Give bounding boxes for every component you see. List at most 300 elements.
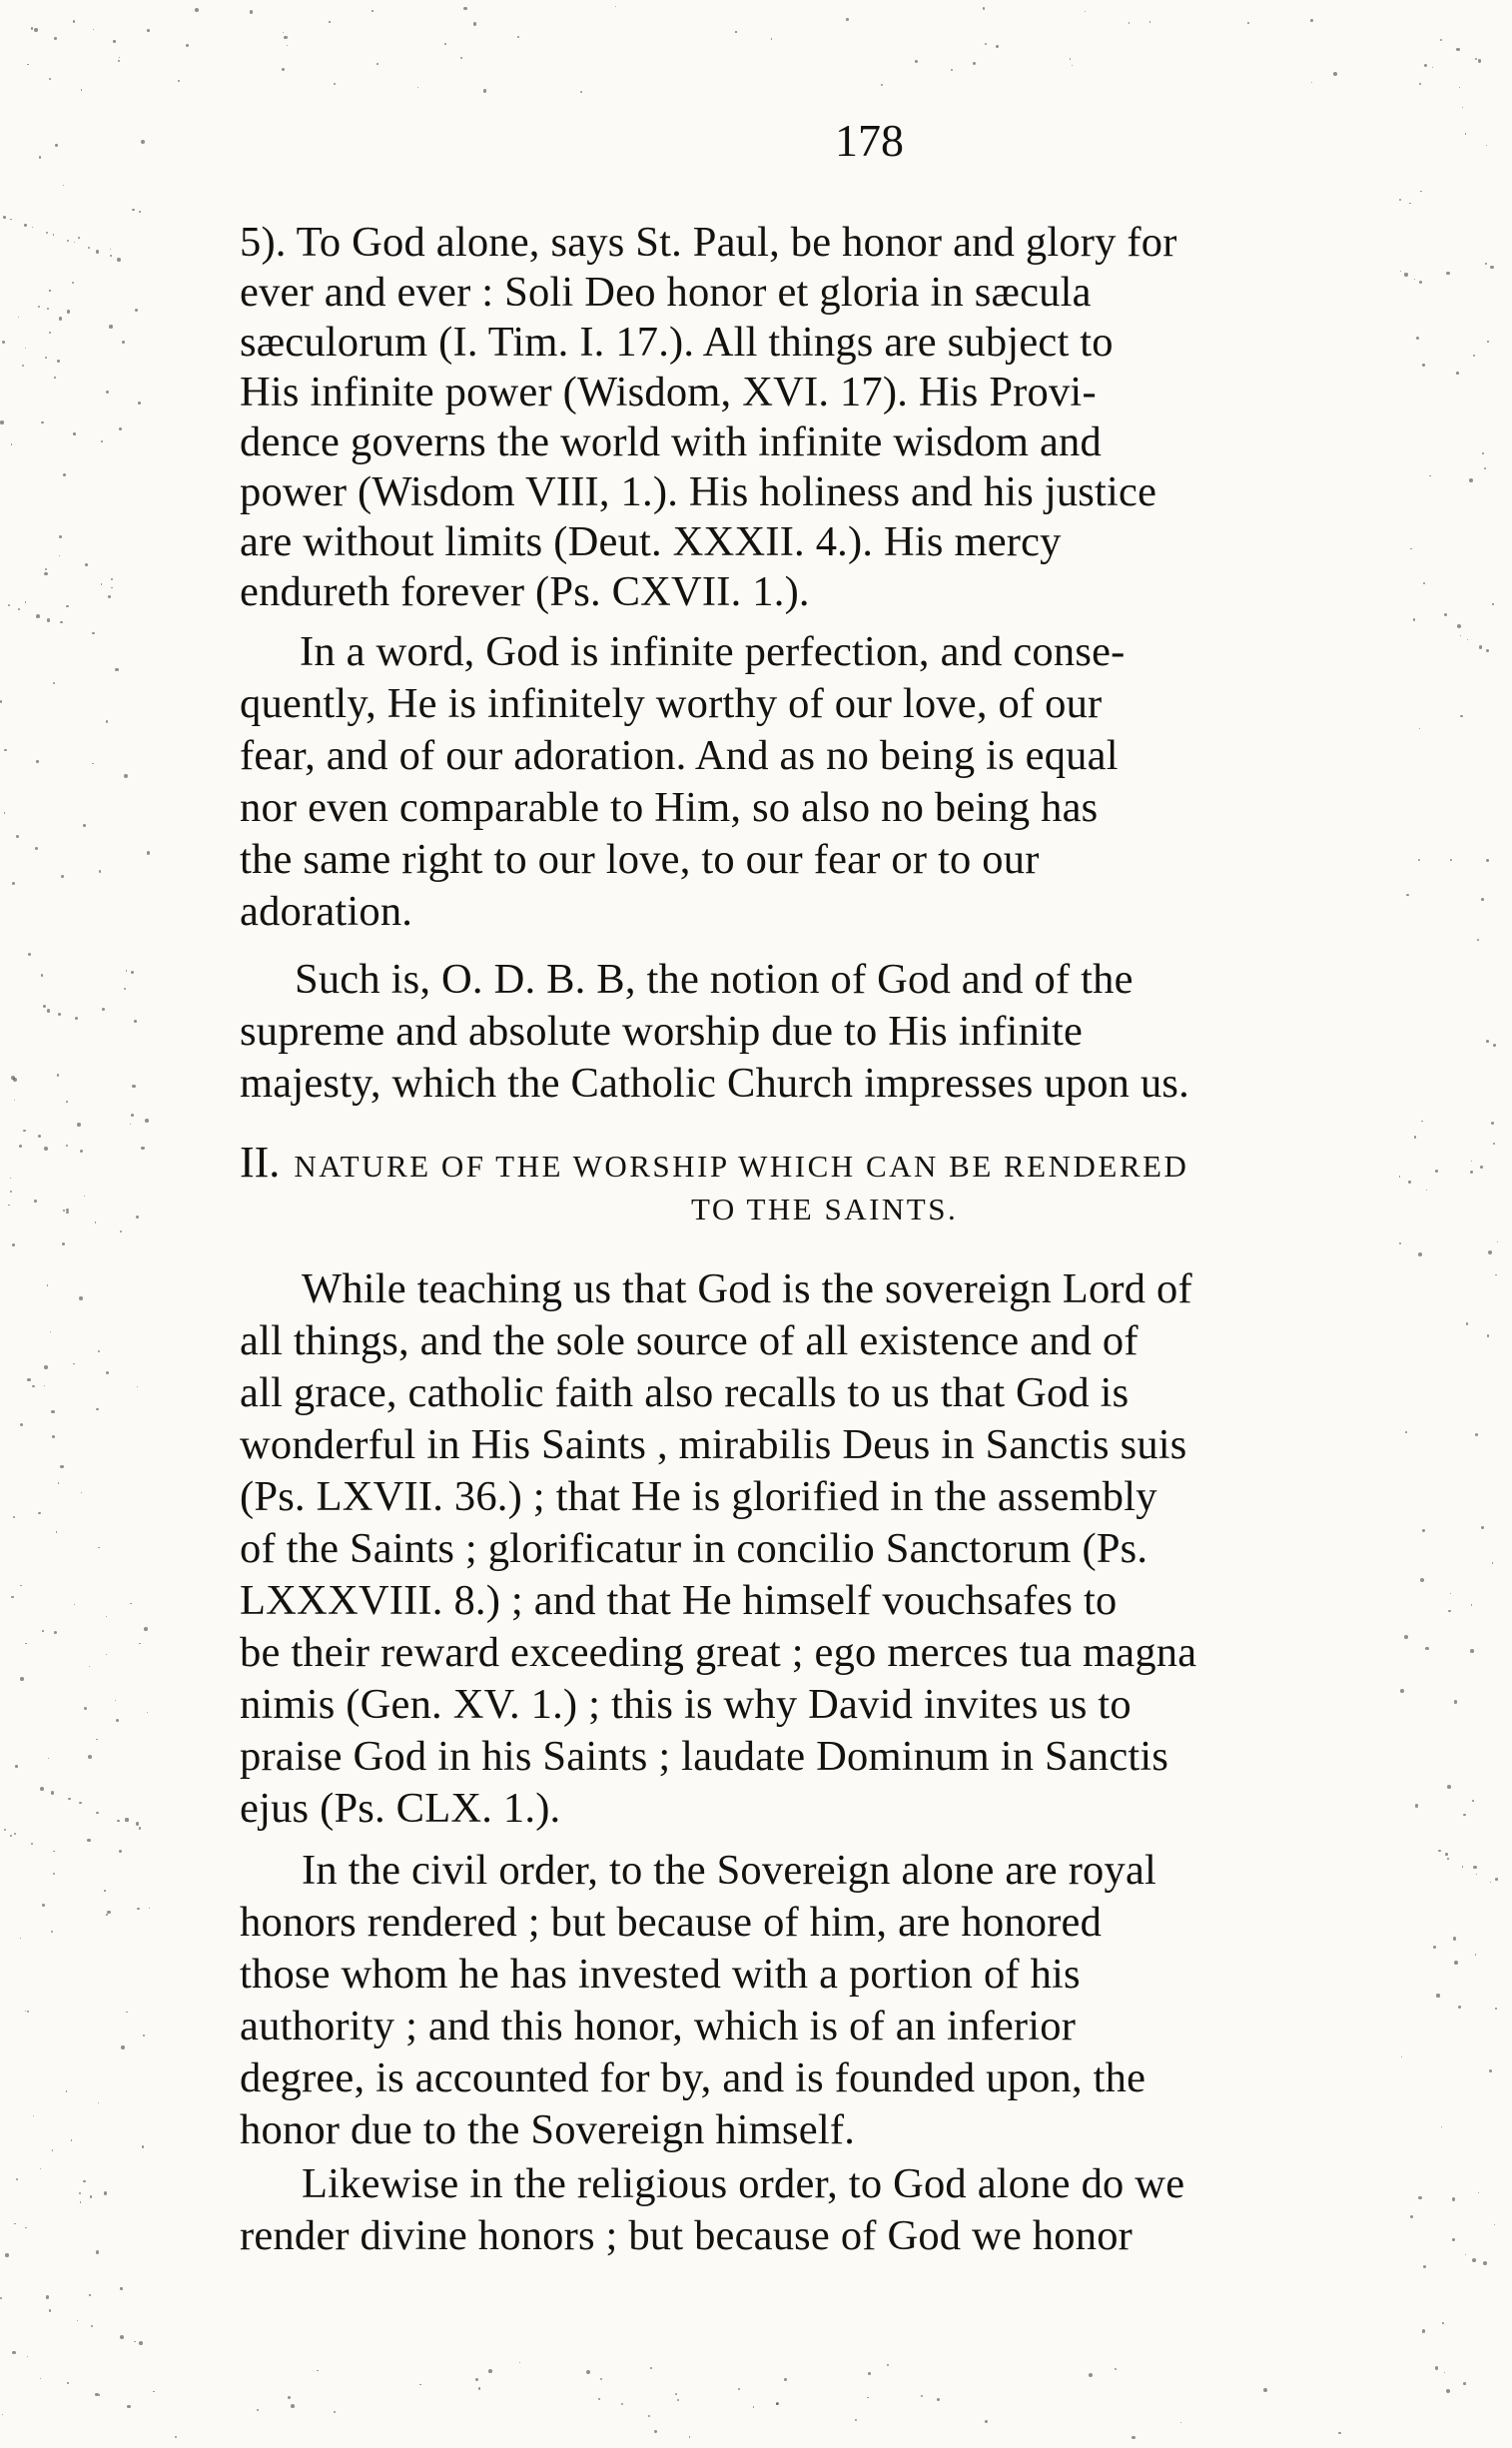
scan-speck xyxy=(42,1630,44,1632)
scan-speck xyxy=(28,953,31,956)
scan-speck xyxy=(1489,2069,1492,2072)
scan-speck xyxy=(1458,2006,1461,2009)
scan-speck xyxy=(43,1005,46,1008)
scan-speck xyxy=(738,2388,740,2390)
scan-speck xyxy=(1419,83,1421,85)
scan-speck xyxy=(122,341,125,344)
scan-speck xyxy=(115,668,119,672)
scan-speck xyxy=(58,1013,61,1016)
scan-speck xyxy=(63,473,66,476)
text-line: 5). To God alone, says St. Paul, be honor and glory for xyxy=(240,219,1177,266)
section-numeral: II. xyxy=(240,1138,281,1187)
scan-speck xyxy=(0,420,4,424)
scan-speck xyxy=(19,1145,22,1148)
scan-speck xyxy=(15,1765,17,1767)
scan-speck xyxy=(475,2378,479,2382)
scan-speck xyxy=(22,365,24,367)
scan-speck xyxy=(106,1616,107,1617)
scan-speck xyxy=(1460,715,1463,718)
scan-speck xyxy=(1482,452,1484,454)
scan-speck xyxy=(111,578,113,580)
scan-speck xyxy=(1484,467,1487,470)
scan-speck xyxy=(621,2403,623,2405)
scan-speck xyxy=(153,2391,155,2393)
scan-speck xyxy=(10,1191,12,1193)
scan-speck xyxy=(1414,279,1415,280)
scan-speck xyxy=(44,1385,45,1386)
scan-speck xyxy=(1420,191,1421,192)
scan-speck xyxy=(1481,898,1484,901)
scan-speck xyxy=(41,974,44,977)
scan-speck xyxy=(16,835,19,838)
scan-speck xyxy=(1422,2329,1426,2333)
scan-speck xyxy=(72,282,74,284)
scan-speck xyxy=(10,1835,12,1837)
scan-speck xyxy=(134,1020,137,1023)
scan-speck xyxy=(77,2320,78,2321)
scan-speck xyxy=(63,185,64,186)
scan-speck xyxy=(1494,2224,1495,2225)
scan-speck xyxy=(143,2035,145,2037)
scan-speck xyxy=(1418,1252,1422,1256)
scan-speck xyxy=(53,1851,55,1853)
scan-speck xyxy=(88,247,90,249)
scan-speck xyxy=(1492,1562,1493,1563)
text-line: all grace, catholic faith also recalls to us that God is xyxy=(240,1369,1130,1416)
scan-speck xyxy=(334,83,336,85)
scan-speck xyxy=(98,1547,100,1549)
scan-speck xyxy=(117,258,121,262)
text-line: majesty, which the Catholic Church impresses upon us. xyxy=(240,1060,1189,1107)
scan-speck xyxy=(1478,2192,1479,2193)
scan-speck xyxy=(983,7,985,9)
scan-speck xyxy=(1448,1610,1451,1613)
scan-speck xyxy=(147,1712,148,1713)
scan-speck xyxy=(985,43,987,45)
scan-speck xyxy=(25,2227,27,2229)
scan-speck xyxy=(419,2384,421,2386)
scan-speck xyxy=(130,1124,131,1125)
scan-speck xyxy=(0,700,2,702)
scan-speck xyxy=(650,2367,652,2369)
scan-speck xyxy=(11,1076,15,1080)
scan-speck xyxy=(77,1123,81,1127)
scan-speck xyxy=(20,1585,22,1587)
scan-speck xyxy=(855,2419,857,2421)
scan-speck xyxy=(1409,203,1411,205)
text-line: power (Wisdom VIII, 1.). His holiness and his justice xyxy=(240,468,1157,515)
scan-speck xyxy=(119,57,120,58)
text-line: While teaching us that God is the sovereign Lord of xyxy=(302,1265,1192,1312)
scan-speck xyxy=(79,2192,81,2194)
scan-speck xyxy=(1400,271,1402,273)
scan-speck xyxy=(1333,72,1337,76)
scan-speck xyxy=(66,1145,68,1147)
scan-speck xyxy=(1444,2372,1445,2373)
scan-speck xyxy=(145,1119,149,1123)
scan-speck xyxy=(287,45,288,46)
text-line: sæculorum (I. Tim. I. 17.). All things are subject to xyxy=(240,319,1114,366)
scan-speck xyxy=(178,80,180,82)
scan-speck xyxy=(1493,1143,1495,1145)
scan-speck xyxy=(1338,2432,1341,2435)
scan-speck xyxy=(81,89,83,91)
scan-speck xyxy=(1416,337,1419,340)
scan-speck xyxy=(32,227,33,228)
scan-speck xyxy=(1422,364,1425,367)
scan-speck xyxy=(1475,1433,1478,1436)
scan-speck xyxy=(106,1654,107,1655)
scan-speck xyxy=(141,1147,144,1150)
scan-speck xyxy=(615,6,617,8)
scan-speck xyxy=(1432,67,1433,68)
scan-speck xyxy=(137,1386,138,1387)
scan-speck xyxy=(282,68,285,71)
scan-speck xyxy=(517,36,519,38)
scan-speck xyxy=(1488,1250,1492,1254)
scan-speck xyxy=(1429,475,1430,476)
scan-speck xyxy=(1418,859,1420,861)
scan-speck xyxy=(1404,273,1407,276)
scan-speck xyxy=(867,2397,868,2398)
scan-speck xyxy=(283,32,284,33)
scan-speck xyxy=(135,309,138,312)
scan-speck xyxy=(1446,2389,1450,2393)
scan-speck xyxy=(139,1827,141,1829)
text-line: Such is, O. D. B. B, the notion of God and of the xyxy=(295,956,1134,1003)
scan-speck xyxy=(127,2405,130,2408)
scan-speck xyxy=(329,21,331,23)
text-line: degree, is accounted for by, and is founded upon, the xyxy=(240,2054,1146,2101)
scan-speck xyxy=(50,1331,51,1332)
scan-speck xyxy=(51,1931,53,1933)
scan-speck xyxy=(119,427,122,430)
scan-speck xyxy=(921,2395,923,2397)
scan-speck xyxy=(38,1135,41,1138)
scan-speck xyxy=(0,2297,2,2299)
scan-speck xyxy=(915,60,918,63)
scan-speck xyxy=(1410,2215,1413,2218)
scan-speck xyxy=(1466,1322,1469,1325)
scan-speck xyxy=(96,1408,98,1410)
scan-speck xyxy=(288,2396,291,2399)
scan-speck xyxy=(1479,645,1482,648)
scan-speck xyxy=(1447,1858,1449,1860)
scan-speck xyxy=(16,2178,18,2180)
scan-speck xyxy=(102,1008,105,1011)
scan-speck xyxy=(1454,1700,1457,1703)
scan-speck xyxy=(1436,1994,1439,1997)
scan-speck xyxy=(1478,59,1481,62)
scan-speck xyxy=(1115,2368,1117,2370)
scan-speck xyxy=(35,847,38,850)
scan-speck xyxy=(73,20,75,22)
scan-speck xyxy=(463,7,467,11)
scan-speck xyxy=(44,1147,48,1151)
scan-speck xyxy=(250,10,254,14)
scan-speck xyxy=(41,421,43,423)
scan-speck xyxy=(96,1812,99,1815)
scan-speck xyxy=(689,2436,690,2437)
scan-speck xyxy=(118,60,120,62)
scan-speck xyxy=(18,608,20,610)
scan-speck xyxy=(600,2378,602,2380)
scan-speck xyxy=(31,27,34,30)
scan-speck xyxy=(46,232,48,234)
scan-speck xyxy=(87,1839,90,1842)
text-line: quently, He is infinitely worthy of our love, of our xyxy=(240,680,1103,727)
scan-speck xyxy=(1263,2388,1267,2392)
scan-speck xyxy=(111,587,112,588)
scan-speck xyxy=(46,2295,50,2299)
scan-speck xyxy=(195,8,199,12)
scan-speck xyxy=(1445,1853,1448,1856)
scan-speck xyxy=(1399,1242,1401,1244)
scan-speck xyxy=(126,2012,127,2013)
scan-speck xyxy=(47,618,51,622)
scan-speck xyxy=(1495,2008,1497,2010)
scan-speck xyxy=(784,2378,786,2380)
scan-speck xyxy=(1472,2258,1476,2262)
scan-speck xyxy=(12,882,16,886)
scan-speck xyxy=(14,2223,16,2225)
scan-speck xyxy=(1473,1866,1476,1869)
scan-speck xyxy=(284,36,287,39)
scan-speck xyxy=(257,2409,259,2411)
scan-speck xyxy=(149,1908,150,1909)
scan-speck xyxy=(31,1843,33,1845)
scan-speck xyxy=(99,870,102,873)
text-line: supreme and absolute worship due to His infinite xyxy=(240,1008,1084,1055)
scan-speck xyxy=(113,40,115,42)
scan-speck xyxy=(92,632,94,634)
scan-speck xyxy=(40,2168,41,2169)
text-line: wonderful in His Saints , mirabilis Deus in Sanctis suis xyxy=(240,1421,1187,1468)
scan-speck xyxy=(40,1787,44,1791)
scan-speck xyxy=(1424,64,1428,68)
scan-speck xyxy=(110,249,111,250)
scan-speck xyxy=(1493,1044,1496,1047)
scan-speck xyxy=(586,2370,590,2374)
scan-speck xyxy=(67,2382,69,2384)
scan-speck xyxy=(38,306,40,308)
scan-speck xyxy=(73,1363,75,1365)
scan-speck xyxy=(53,682,55,684)
scan-speck xyxy=(1149,21,1151,23)
scan-speck xyxy=(1454,1961,1458,1965)
section-heading xyxy=(240,1138,1189,1187)
scan-speck xyxy=(98,2102,99,2103)
scan-speck xyxy=(1410,548,1412,550)
scan-speck xyxy=(951,69,953,71)
scan-speck xyxy=(91,2325,93,2327)
scan-speck xyxy=(74,242,75,243)
scan-speck xyxy=(36,760,39,763)
scan-speck xyxy=(25,1643,27,1645)
scan-speck xyxy=(106,1914,108,1916)
scan-speck xyxy=(67,240,69,242)
scan-speck xyxy=(59,555,60,556)
scan-speck xyxy=(377,63,378,65)
scan-speck xyxy=(1491,1122,1494,1125)
scan-speck xyxy=(79,1296,83,1300)
text-line: ever and ever : Soli Deo honor et gloria in sæcula xyxy=(240,269,1092,316)
scan-speck xyxy=(79,1802,82,1805)
text-line: adoration. xyxy=(240,888,413,935)
scan-speck xyxy=(137,1908,140,1911)
scan-speck xyxy=(89,1666,90,1667)
text-line: praise God in his Saints ; laudate Dominum in Sanctis xyxy=(240,1733,1169,1780)
scan-speck xyxy=(106,391,109,394)
scan-speck xyxy=(73,432,75,434)
scan-speck xyxy=(1473,355,1475,357)
scan-speck xyxy=(1465,2254,1466,2255)
text-line: be their reward exceeding great ; ego merces tua magna xyxy=(240,1629,1197,1676)
scan-speck xyxy=(8,604,10,606)
scan-speck xyxy=(141,140,145,144)
scan-speck xyxy=(1495,1878,1498,1881)
scan-speck xyxy=(84,1707,87,1710)
scan-speck xyxy=(83,2180,86,2183)
scan-speck xyxy=(1462,1866,1464,1868)
text-line: authority ; and this honor, which is of an inferior xyxy=(240,2003,1077,2049)
scan-speck xyxy=(132,209,135,212)
scan-speck xyxy=(107,1911,111,1915)
scan-speck xyxy=(95,1222,96,1223)
scan-speck xyxy=(48,1758,49,1759)
scan-speck xyxy=(887,2364,889,2366)
scan-speck xyxy=(49,290,50,291)
scan-speck xyxy=(1406,894,1408,896)
scan-speck xyxy=(49,78,51,80)
scan-speck xyxy=(1311,82,1312,83)
scan-speck xyxy=(1419,281,1422,284)
scan-speck xyxy=(1438,1850,1441,1853)
scan-speck xyxy=(648,2415,650,2417)
scan-speck xyxy=(1495,1274,1497,1276)
scan-speck xyxy=(2,341,5,344)
scan-speck xyxy=(20,1677,24,1681)
scan-speck xyxy=(1405,1431,1407,1433)
scan-speck xyxy=(186,44,189,47)
scan-speck xyxy=(34,1200,37,1203)
scan-speck xyxy=(1467,639,1468,640)
scan-speck xyxy=(147,851,150,854)
scan-speck xyxy=(2,2414,3,2415)
scan-speck xyxy=(937,2398,941,2402)
scan-speck xyxy=(1486,1040,1489,1043)
scan-speck xyxy=(1469,478,1473,482)
scan-speck xyxy=(99,2394,100,2395)
scan-speck xyxy=(49,332,52,335)
scan-speck xyxy=(1425,1647,1428,1650)
scan-speck xyxy=(1450,859,1452,861)
scan-speck xyxy=(115,1700,116,1701)
scan-speck xyxy=(10,219,12,221)
scan-speck xyxy=(1490,1882,1491,1883)
scan-speck xyxy=(147,29,150,32)
scan-speck xyxy=(1497,1241,1498,1242)
scan-speck xyxy=(14,1100,15,1101)
scan-speck xyxy=(81,1492,82,1493)
scan-speck xyxy=(60,1465,63,1468)
scan-speck xyxy=(60,621,63,624)
scan-speck xyxy=(85,563,88,566)
scan-speck xyxy=(121,2045,124,2048)
scan-speck xyxy=(93,29,94,30)
scan-speck xyxy=(54,1631,57,1634)
scan-speck xyxy=(1441,2126,1442,2127)
scan-speck xyxy=(106,720,109,723)
scan-speck xyxy=(49,2309,51,2311)
scan-speck xyxy=(25,601,26,602)
scan-speck xyxy=(52,2149,54,2151)
scan-speck xyxy=(1426,1190,1427,1191)
scan-speck xyxy=(117,1820,120,1823)
scan-speck xyxy=(66,1212,69,1215)
scan-speck xyxy=(96,1739,98,1741)
scan-speck xyxy=(1442,2322,1444,2324)
scan-speck xyxy=(134,2341,136,2343)
scan-speck xyxy=(1414,1136,1417,1139)
scan-speck xyxy=(519,2362,520,2363)
text-line: honors rendered ; but because of him, are honored xyxy=(240,1899,1103,1946)
scan-speck xyxy=(1408,1181,1410,1183)
scan-speck xyxy=(1486,145,1487,146)
scan-speck xyxy=(460,57,462,59)
scan-speck xyxy=(11,1596,13,1598)
scan-speck xyxy=(1089,2373,1093,2377)
scan-speck xyxy=(136,1822,139,1825)
scan-speck xyxy=(1483,2261,1487,2265)
scan-speck xyxy=(473,22,477,26)
scan-speck xyxy=(1247,22,1249,24)
scan-speck xyxy=(1487,1334,1489,1336)
scan-speck xyxy=(36,614,40,618)
scan-speck xyxy=(27,2356,28,2357)
scan-speck xyxy=(1440,39,1443,42)
scan-speck xyxy=(1475,1954,1477,1956)
scan-speck xyxy=(372,10,374,12)
scan-speck xyxy=(1456,372,1459,375)
text-line: ejus (Ps. CLX. 1.). xyxy=(240,1785,561,1832)
scan-speck xyxy=(44,572,47,575)
scan-speck xyxy=(130,1603,132,1605)
scan-speck xyxy=(1472,1800,1474,1802)
scan-speck xyxy=(132,1085,135,1088)
scan-speck xyxy=(488,2369,492,2373)
scan-speck xyxy=(1450,1593,1452,1595)
scan-speck xyxy=(1400,1689,1404,1693)
scan-speck xyxy=(27,2011,29,2013)
scan-speck xyxy=(1419,728,1420,729)
scan-speck xyxy=(1452,2197,1456,2201)
scan-speck xyxy=(54,37,57,40)
scan-speck xyxy=(1132,2436,1134,2439)
scan-speck xyxy=(66,605,69,608)
text-line: nor even comparable to Him, so also no being has xyxy=(240,784,1099,831)
scan-speck xyxy=(23,1130,25,1132)
scan-speck xyxy=(1470,1649,1474,1653)
scan-speck xyxy=(1413,618,1415,620)
scan-speck xyxy=(580,91,582,93)
scan-speck xyxy=(483,89,487,93)
scan-speck xyxy=(868,2372,871,2375)
scan-speck xyxy=(47,308,49,310)
scan-speck xyxy=(58,1482,59,1483)
scan-speck xyxy=(1310,19,1313,22)
scan-speck xyxy=(24,224,26,226)
